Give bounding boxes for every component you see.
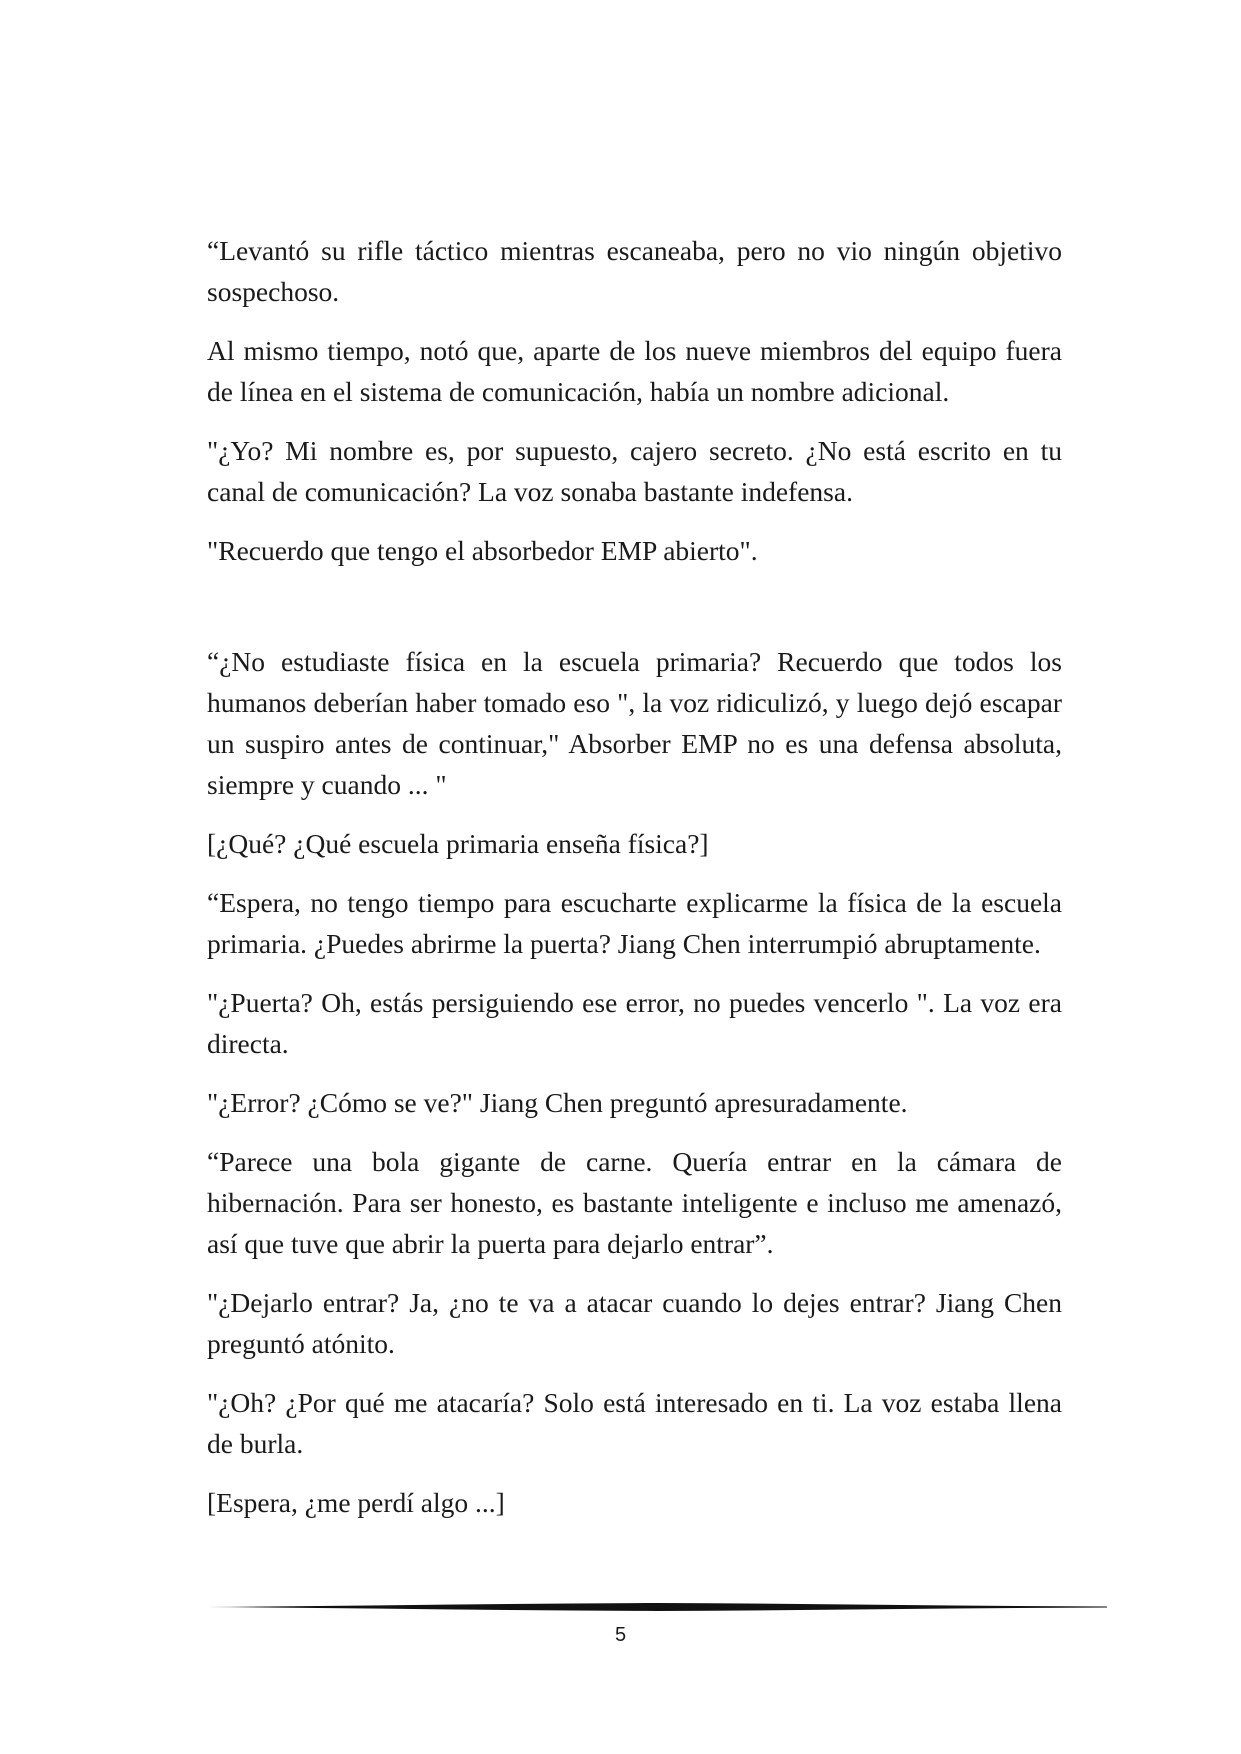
paragraph: "¿Puerta? Oh, estás persiguiendo ese error, no puedes vencerlo ". La voz era directa.	[207, 987, 1062, 1059]
section-gap	[207, 589, 1062, 641]
footer-divider	[207, 1600, 1107, 1614]
paragraph: Al mismo tiempo, notó que, aparte de los nueve miembros del equipo fuera de línea en el sistema de comunicación, había un nombre adicional.	[207, 335, 1062, 407]
paragraph: “¿No estudiaste física en la escuela primaria? Recuerdo que todos los humanos deberían haber tomado eso ", la voz ridiculizó, y luego dejó escapar un suspiro antes de continuar," Absorber EMP no es una defensa absoluta, siempre y cuando ... "	[207, 646, 1062, 800]
paragraph: “Espera, no tengo tiempo para escucharte explicarme la física de la escuela primaria. ¿Puedes abrirme la puerta? Jiang Chen interrumpió abruptamente.	[207, 887, 1062, 959]
page-number: 5	[614, 1624, 627, 1646]
paragraph: "¿Oh? ¿Por qué me atacaría? Solo está interesado en ti. La voz estaba llena de burla.	[207, 1387, 1062, 1459]
paragraph: [¿Qué? ¿Qué escuela primaria enseña física?]	[207, 828, 709, 859]
paragraph: "¿Dejarlo entrar? Ja, ¿no te va a atacar cuando lo dejes entrar? Jiang Chen preguntó atónito.	[207, 1287, 1062, 1359]
paragraph: "¿Yo? Mi nombre es, por supuesto, cajero secreto. ¿No está escrito en tu canal de comunicación? La voz sonaba bastante indefensa.	[207, 435, 1062, 507]
paragraph: “Levantó su rifle táctico mientras escaneaba, pero no vio ningún objetivo sospechoso.	[207, 235, 1062, 307]
paragraph: "Recuerdo que tengo el absorbedor EMP abierto".	[207, 535, 758, 566]
body-text	[207, 230, 1062, 1541]
paragraph: “Parece una bola gigante de carne. Quería entrar en la cámara de hibernación. Para ser honesto, es bastante inteligente e incluso me amenazó, así que tuve que abrir la puerta para dejarlo entrar”.	[207, 1146, 1062, 1259]
paragraph: "¿Error? ¿Cómo se ve?" Jiang Chen preguntó apresuradamente.	[207, 1087, 908, 1118]
paragraph: [Espera, ¿me perdí algo ...]	[207, 1487, 505, 1518]
